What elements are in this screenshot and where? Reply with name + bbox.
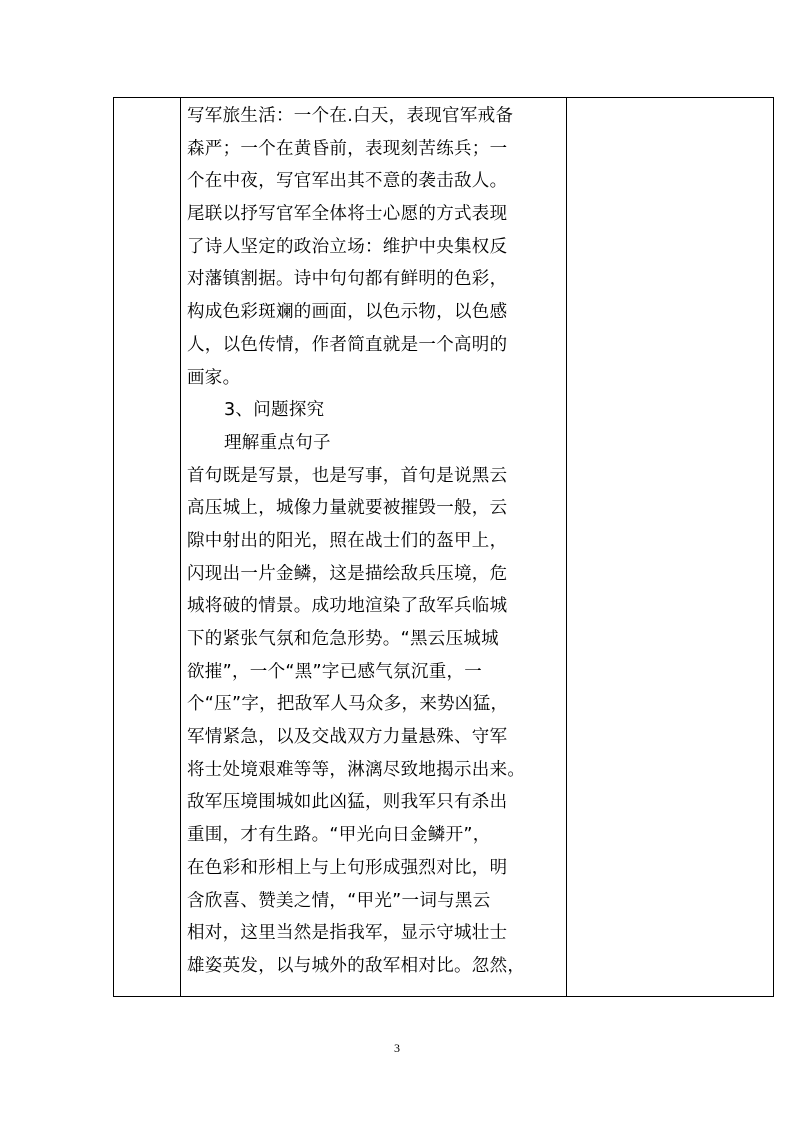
- text-line: 重围，才有生路。“甲光向日金鳞开”，: [187, 825, 491, 846]
- text-line: 尾联以抒写官军全体将士心愿的方式表现: [187, 204, 508, 225]
- text-line: 雄姿英发，以与城外的敌军相对比。忽然，: [187, 955, 526, 976]
- text-line: 敌军压境围城如此凶猛，则我军只有杀出: [187, 792, 508, 813]
- text-line: 画家。: [187, 367, 241, 388]
- text-line: 森严；一个在黄昏前，表现刻苦练兵；一: [187, 138, 508, 159]
- text-line: 在色彩和形相上与上句形成强烈对比，明: [187, 857, 508, 878]
- subsection-heading: 理解重点句子: [224, 432, 331, 453]
- text-line: 相对，这里当然是指我军，显示守城壮士: [187, 923, 508, 944]
- text-line: 写军旅生活：一个在.白天，表现官军戒备: [187, 106, 514, 126]
- content-table: [113, 97, 774, 997]
- text-line: 城将破的情景。成功地渲染了敌军兵临城: [187, 596, 508, 617]
- text-cell: [181, 98, 567, 997]
- text-line: 隙中射出的阳光，照在战士们的盔甲上，: [187, 530, 508, 551]
- text-line: 欲摧”，一个“黑”字已感气氛沉重，一: [187, 661, 483, 682]
- text-line: 下的紧张气氛和危急形势。“黑云压城城: [187, 629, 499, 649]
- text-line: 个“压”字，把敌军人马众多，来势凶猛，: [187, 694, 509, 715]
- text-line: 军情紧急，以及交战双方力量悬殊、守军: [187, 727, 508, 748]
- text-line: 将士处境艰难等等，淋漓尽致地揭示出来。: [187, 759, 526, 780]
- text-line: 个在中夜，写官军出其不意的袭击敌人。: [187, 171, 508, 192]
- text-line: 构成色彩斑斓的画面，以色示物，以色感: [187, 302, 508, 323]
- section-heading: 3、问题探究: [224, 400, 325, 421]
- text-line: 人，以色传情，作者简直就是一个高明的: [187, 334, 508, 355]
- table-row: [114, 98, 774, 997]
- text-line: 对藩镇割据。诗中句句都有鲜明的色彩，: [187, 269, 508, 290]
- left-cell: [114, 98, 181, 997]
- text-line: 含欣喜、赞美之情，“甲光”一词与黑云: [187, 890, 491, 911]
- text-line: 了诗人坚定的政治立场：维护中央集权反: [187, 236, 508, 257]
- text-line: 闪现出一片金鳞，这是描绘敌兵压境，危: [187, 563, 508, 584]
- text-line: 首句既是写景，也是写事，首句是说黑云: [187, 465, 508, 486]
- text-line: 高压城上，城像力量就要被摧毁一般，云: [187, 498, 508, 519]
- right-cell: [567, 98, 774, 997]
- page-number: 3: [394, 1041, 400, 1055]
